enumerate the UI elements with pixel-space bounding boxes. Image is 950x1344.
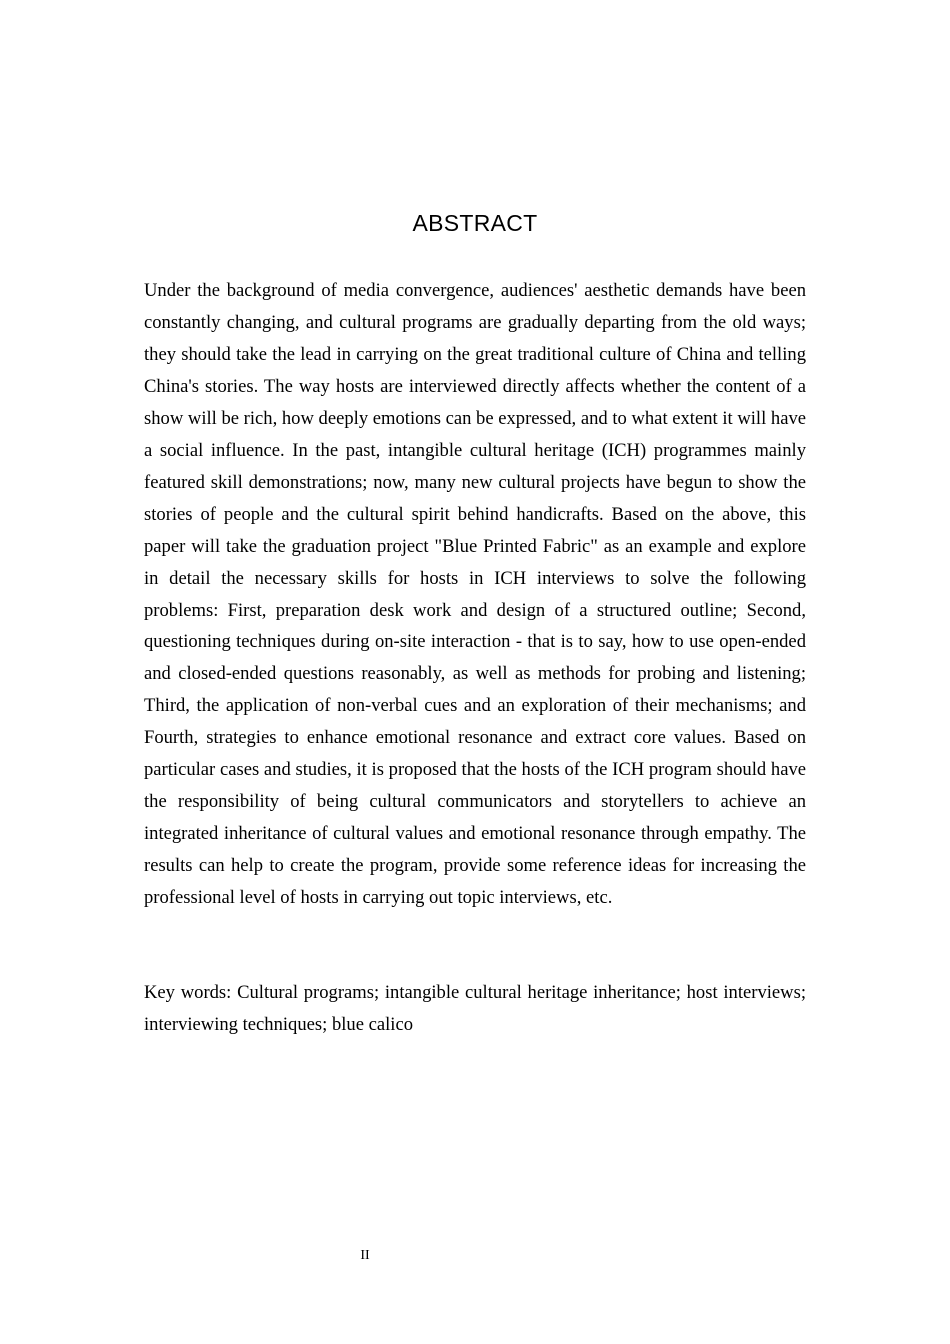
- abstract-title: ABSTRACT: [412, 210, 538, 236]
- page-number: II: [360, 1248, 370, 1263]
- keywords-paragraph: Key words: Cultural programs; intangible cultural heritage inheritance; host interviews; interviewing techniques; blue calico: [144, 982, 806, 1035]
- abstract-paragraph: Under the background of media convergence, audiences' aesthetic demands have been constantly changing, and cultural programs are gradually departing from the old ways; they should take the lead in carrying on the great traditional culture of China and telling China's stories. The way hosts are interviewed directly affects whether the content of a show will be rich, how deeply emotions can be expressed, and to what extent it will have a social influence. In the past, intangible cultural heritage (ICH) programmes mainly featured skill demonstrations; now, many new cultural projects have begun to show the stories of people and the cultural spirit behind handicrafts. Based on the above, this paper will take the graduation project "Blue Printed Fabric" as an example and explore in detail the necessary skills for hosts in ICH interviews to solve the following problems: First, preparation desk work and design of a structured outline; Second, questioning techniques during on-site interaction - that is to say, how to use open-ended and closed-ended questions reasonably, as well as methods for probing and listening; Third, the application of non-verbal cues and an exploration of their mechanisms; and Fourth, strategies to enhance emotional resonance and extract core values. Based on particular cases and studies, it is proposed that the hosts of the ICH program should have the responsibility of being cultural communicators and storytellers to achieve an integrated inheritance of cultural values and emotional resonance through empathy. The results can help to create the program, provide some reference ideas for increasing the professional level of hosts in carrying out topic interviews, etc.: [144, 280, 806, 909]
